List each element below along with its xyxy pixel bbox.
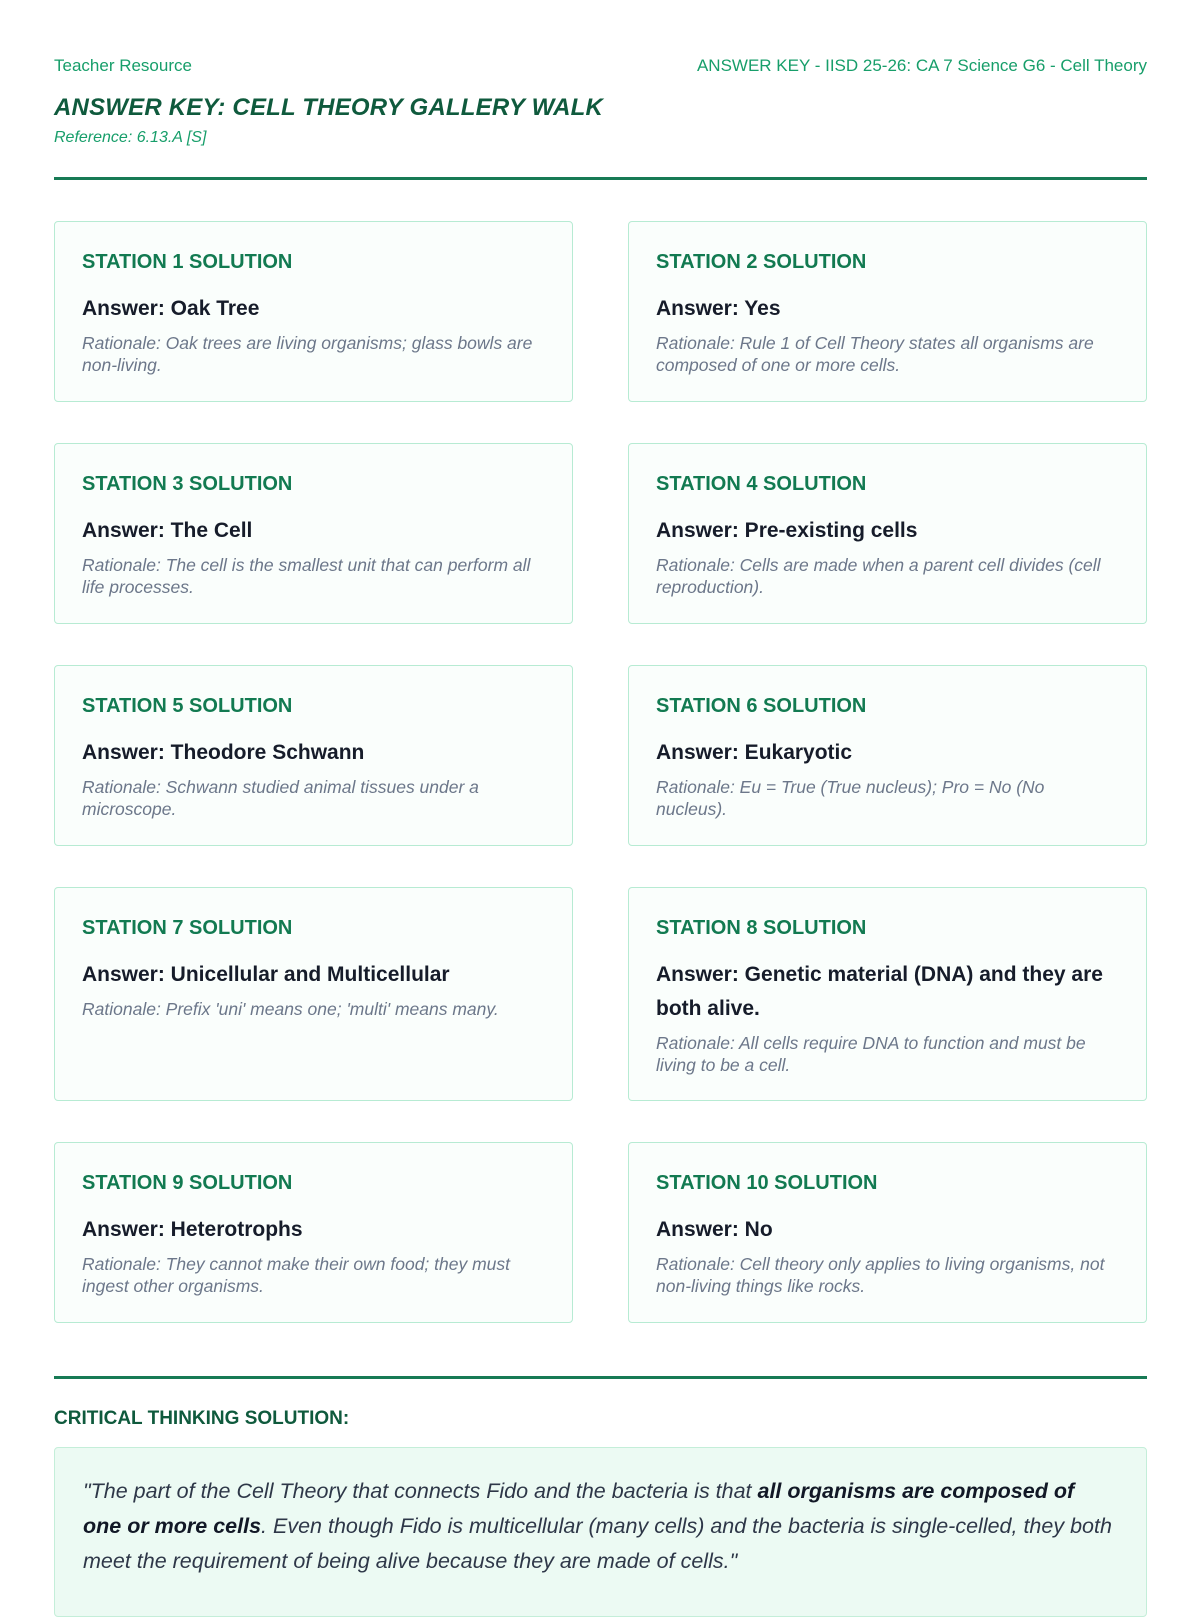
- station-rationale: Rationale: Eu = True (True nucleus); Pro = No (No nucleus).: [656, 777, 1045, 819]
- critical-thinking-text: [83, 1474, 1118, 1579]
- station-title: STATION 6 SOLUTION: [656, 695, 867, 717]
- station-rationale: Rationale: Cells are made when a parent cell divides (cell reproduction).: [656, 555, 1101, 597]
- station-title: STATION 5 SOLUTION: [82, 695, 293, 717]
- station-answer: Answer: Unicellular and Multicellular: [82, 963, 450, 986]
- station-answer: Answer: The Cell: [82, 519, 253, 542]
- station-title: STATION 1 SOLUTION: [82, 251, 293, 273]
- station-title: STATION 4 SOLUTION: [656, 473, 867, 495]
- reference-label: Reference: 6.13.A [S]: [54, 129, 207, 146]
- teacher-resource-label: Teacher Resource: [54, 56, 192, 75]
- station-1-card: [54, 221, 573, 402]
- station-title: STATION 9 SOLUTION: [82, 1172, 293, 1194]
- station-title: STATION 2 SOLUTION: [656, 251, 867, 273]
- station-answer: Answer: No: [656, 1218, 773, 1241]
- header-divider: [54, 177, 1147, 180]
- station-2-card: [628, 221, 1147, 402]
- station-rationale: Rationale: Cell theory only applies to living organisms, not non-living things like rocks.: [656, 1254, 1105, 1296]
- document-source-label: ANSWER KEY - IISD 25-26: CA 7 Science G6 - Cell Theory: [696, 56, 1147, 75]
- station-8-card: [628, 887, 1147, 1101]
- critical-thinking-text-after: . Even though Fido is multicellular (many cells) and the bacteria is single-celled, they both meet the requirement of being alive because they are made of cells.": [83, 1514, 1112, 1573]
- station-rationale: Rationale: Rule 1 of Cell Theory states all organisms are composed of one or more cells.: [656, 333, 1094, 375]
- station-3-card: [54, 443, 573, 624]
- station-rationale: Rationale: Prefix 'uni' means one; 'multi' means many.: [82, 999, 499, 1019]
- station-answer: Answer: Oak Tree: [82, 297, 260, 320]
- station-9-card: [54, 1142, 573, 1323]
- station-rationale: Rationale: Oak trees are living organisms; glass bowls are non-living.: [82, 333, 533, 375]
- critical-thinking-callout: [54, 1447, 1147, 1617]
- station-answer: Answer: Pre-existing cells: [656, 519, 918, 542]
- station-rationale: Rationale: All cells require DNA to function and must be living to be a cell.: [656, 1033, 1086, 1075]
- station-7-card: [54, 887, 573, 1101]
- critical-thinking-emphasis: all organisms are composed of one or more cells: [83, 1479, 1075, 1538]
- station-answer: Answer: Theodore Schwann: [82, 741, 365, 764]
- station-10-card: [628, 1142, 1147, 1323]
- section-divider: [54, 1376, 1147, 1379]
- page-title: ANSWER KEY: CELL THEORY GALLERY WALK: [54, 94, 604, 121]
- station-6-card: [628, 665, 1147, 846]
- station-answer: Answer: Yes: [656, 297, 781, 320]
- station-4-card: [628, 443, 1147, 624]
- station-5-card: [54, 665, 573, 846]
- station-rationale: Rationale: The cell is the smallest unit that can perform all life processes.: [82, 555, 531, 597]
- critical-thinking-text-before: "The part of the Cell Theory that connects Fido and the bacteria is that: [83, 1479, 758, 1503]
- station-title: STATION 3 SOLUTION: [82, 473, 293, 495]
- station-answer: Answer: Heterotrophs: [82, 1218, 303, 1241]
- station-rationale: Rationale: They cannot make their own food; they must ingest other organisms.: [82, 1254, 511, 1296]
- station-answer: Answer: Genetic material (DNA) and they are both alive.: [656, 963, 1103, 1020]
- station-title: STATION 8 SOLUTION: [656, 917, 867, 939]
- station-title: STATION 7 SOLUTION: [82, 917, 293, 939]
- station-answer: Answer: Eukaryotic: [656, 741, 853, 764]
- page-header: [54, 56, 1147, 76]
- station-rationale: Rationale: Schwann studied animal tissues under a microscope.: [82, 777, 479, 819]
- critical-thinking-heading: CRITICAL THINKING SOLUTION:: [54, 1408, 350, 1429]
- station-title: STATION 10 SOLUTION: [656, 1172, 878, 1194]
